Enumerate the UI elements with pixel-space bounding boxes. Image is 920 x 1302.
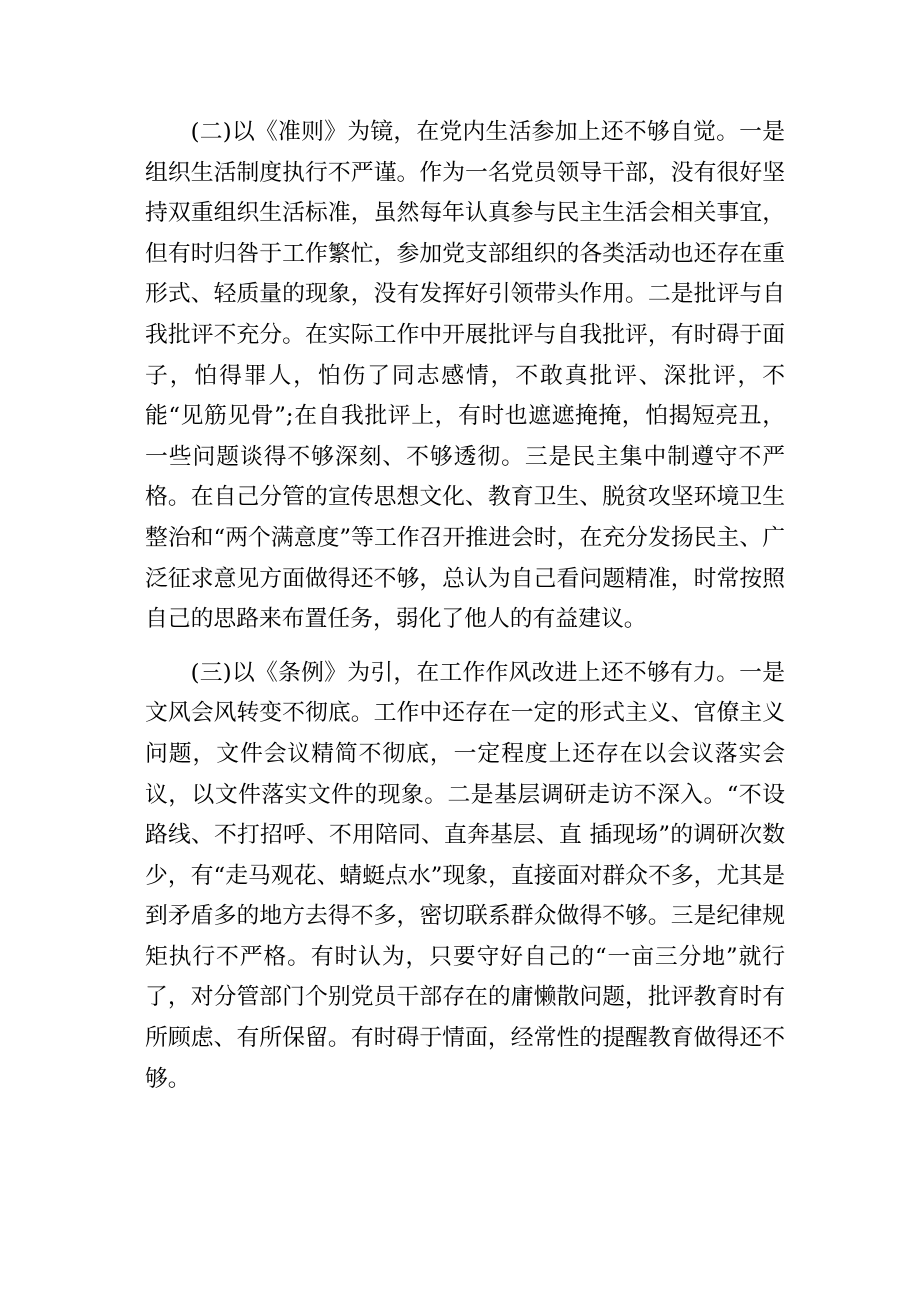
- paragraph-section-3: (三)以《条例》为引，在工作作风改进上还不够有力。一是文风会风转变不彻底。工作中还存在一定的形式主义、官僚主义问题，文件会议精简不彻底，一定程度上还存在以会议落实会议，以文件落实文件的现象。二是基层调研走访不深入。“不设路线、不打招呼、不用陪同、直奔基层、直 插现场”的调研次数少，有“走马观花、蜻蜓点水”现象，直接面对群众不多，尤其是到矛盾多的地方去得不多，密切联系群众做得不够。三是纪律规矩执行不严格。有时认为，只要守好自己的“一亩三分地”就行了，对分管部门个别党员干部存在的庸懒散问题，批评教育时有所顾虑、有所保留。有时碍于情面，经常性的提醒教育做得还不够。: [145, 659, 785, 1092]
- paragraph-section-2: (二)以《准则》为镜，在党内生活参加上还不够自觉。一是组织生活制度执行不严谨。作为一名党员领导干部，没有很好坚持双重组织生活标准，虽然每年认真参与民主生活会相关事宜，但有时归咎于工作繁忙，参加党支部组织的各类活动也还存在重形式、轻质量的现象，没有发挥好引领带头作用。二是批评与自我批评不充分。在实际工作中开展批评与自我批评，有时碍于面子，怕得罪人，怕伤了同志感情，不敢真批评、深批评，不能“见筋见骨”;在自我批评上，有时也遮遮掩掩，怕揭短亮丑，一些问题谈得不够深刻、不够透彻。三是民主集中制遵守不严格。在自己分管的宣传思想文化、教育卫生、脱贫攻坚环境卫生整治和“两个满意度”等工作召开推进会时，在充分发扬民主、广泛征求意见方面做得还不够，总认为自己看问题精准，时常按照自己的思路来布置任务，弱化了他人的有益建议。: [145, 119, 785, 633]
- document-body: [145, 112, 785, 1099]
